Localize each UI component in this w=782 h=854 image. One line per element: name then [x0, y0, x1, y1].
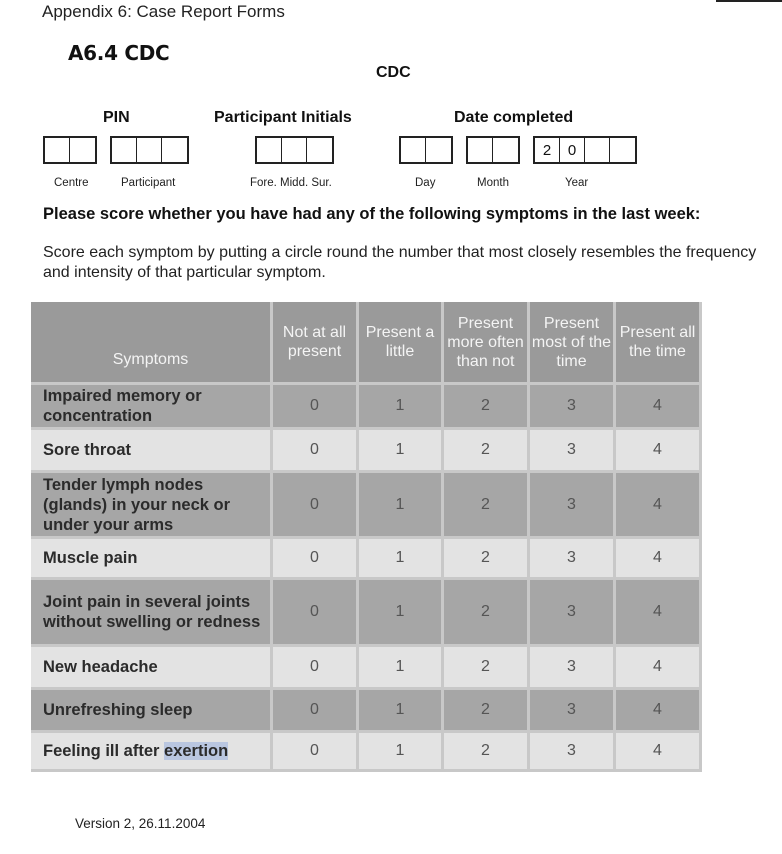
header-label: Present a little: [365, 324, 435, 360]
score-option[interactable]: [530, 690, 613, 730]
score-option[interactable]: [444, 647, 527, 687]
symptom-cell: [31, 690, 270, 730]
highlighted-word: exertion: [164, 742, 229, 760]
pin-participant-digit[interactable]: [162, 138, 187, 162]
header-rule: [716, 0, 782, 2]
score-option[interactable]: [444, 430, 527, 470]
score-option[interactable]: [359, 430, 441, 470]
score-value[interactable]: 1: [395, 701, 405, 718]
score-option[interactable]: [359, 473, 441, 536]
score-value[interactable]: 1: [395, 603, 405, 620]
score-option[interactable]: [444, 473, 527, 536]
symptom-cell: [31, 385, 270, 427]
score-value[interactable]: 3: [567, 549, 576, 566]
score-option[interactable]: [273, 580, 356, 644]
score-option[interactable]: [530, 473, 613, 536]
score-option[interactable]: [444, 690, 527, 730]
score-option[interactable]: [530, 647, 613, 687]
day-digit[interactable]: [401, 138, 426, 162]
score-option[interactable]: [273, 539, 356, 577]
score-value[interactable]: 1: [395, 549, 405, 566]
symptom-table: [31, 302, 702, 772]
day-digit[interactable]: [426, 138, 451, 162]
score-option[interactable]: [359, 690, 441, 730]
pin-participant-digit[interactable]: [112, 138, 137, 162]
header-label: Present more often than not: [447, 314, 524, 370]
score-value[interactable]: 4: [653, 441, 662, 458]
symptom-label: Sore throat: [43, 441, 132, 459]
pin-label: PIN: [103, 109, 130, 126]
header-frequency: [359, 302, 441, 382]
month-digit[interactable]: [468, 138, 493, 162]
score-value[interactable]: 3: [567, 742, 576, 759]
score-option[interactable]: [530, 430, 613, 470]
score-option[interactable]: [616, 430, 699, 470]
initials-label: Participant Initials: [214, 109, 352, 126]
score-value[interactable]: 2: [481, 495, 490, 513]
score-value[interactable]: 0: [310, 658, 319, 675]
score-option[interactable]: [444, 385, 527, 427]
score-value[interactable]: 4: [653, 742, 662, 759]
pin-centre-boxes[interactable]: [43, 136, 97, 164]
score-option[interactable]: [530, 539, 613, 577]
score-value[interactable]: 0: [310, 742, 319, 759]
symptom-cell: [31, 473, 270, 536]
year-digit[interactable]: [610, 138, 635, 162]
header-label: Symptoms: [112, 350, 189, 368]
scoring-note: Score each symptom by putting a circle round the number that most closely resembles the frequency and intensity of that particular symptom.: [43, 244, 757, 281]
score-option[interactable]: [444, 539, 527, 577]
score-value[interactable]: 0: [310, 701, 319, 718]
score-option[interactable]: [444, 733, 527, 769]
score-value[interactable]: 4: [653, 658, 662, 675]
symptom-label: Feeling ill after exertion: [43, 742, 229, 760]
header-label: Present most of the time: [531, 314, 612, 370]
score-value[interactable]: 4: [653, 603, 662, 620]
header-label: Present all the time: [619, 324, 696, 360]
score-value[interactable]: 2: [481, 549, 490, 566]
year-digit[interactable]: [585, 138, 610, 162]
initials-sublabel: Fore. Midd. Sur.: [250, 177, 332, 189]
score-value[interactable]: 0: [310, 397, 319, 414]
form-title: CDC: [376, 64, 411, 81]
score-value[interactable]: 2: [481, 658, 490, 675]
score-value[interactable]: 0: [310, 549, 319, 566]
pin-participant-boxes[interactable]: [110, 136, 189, 164]
symptom-label: Unrefreshing sleep: [43, 701, 193, 719]
score-option[interactable]: [359, 385, 441, 427]
score-value[interactable]: 2: [481, 441, 490, 458]
centre-sublabel: Centre: [54, 177, 89, 189]
date-label: Date completed: [454, 109, 574, 126]
symptom-label: Muscle pain: [43, 549, 138, 567]
score-value[interactable]: 2: [481, 603, 490, 620]
symptom-label: Impaired memory or concentration: [43, 387, 202, 425]
score-value[interactable]: 2: [481, 397, 490, 414]
section-title: A6.4 CDC: [68, 41, 170, 65]
score-option[interactable]: [616, 690, 699, 730]
score-value[interactable]: 3: [567, 701, 576, 718]
score-value[interactable]: 4: [653, 495, 662, 513]
score-value[interactable]: 1: [395, 441, 405, 458]
month-sublabel: Month: [477, 177, 509, 189]
score-option[interactable]: [359, 539, 441, 577]
score-option[interactable]: [359, 733, 441, 769]
score-value[interactable]: 0: [310, 441, 319, 458]
score-option[interactable]: [359, 647, 441, 687]
score-value[interactable]: 2: [481, 701, 490, 718]
header-symptoms: [31, 302, 270, 382]
score-value[interactable]: 1: [395, 397, 405, 414]
symptom-cell: [31, 539, 270, 577]
date-day-boxes[interactable]: [399, 136, 453, 164]
score-value[interactable]: 3: [567, 495, 576, 513]
score-value[interactable]: 1: [395, 742, 405, 759]
date-year-boxes[interactable]: [533, 136, 637, 164]
score-option[interactable]: [616, 580, 699, 644]
score-option[interactable]: [616, 733, 699, 769]
month-digit[interactable]: [493, 138, 518, 162]
score-value[interactable]: 4: [653, 397, 662, 414]
score-value[interactable]: 3: [567, 658, 576, 675]
score-option[interactable]: [273, 430, 356, 470]
header-frequency: [530, 302, 613, 382]
score-value[interactable]: 3: [567, 441, 576, 458]
year-digit[interactable]: 2: [535, 138, 560, 162]
pin-centre-digit[interactable]: [70, 138, 95, 162]
score-option[interactable]: [444, 580, 527, 644]
pin-participant-digit[interactable]: [137, 138, 162, 162]
appendix-heading: Appendix 6: Case Report Forms: [42, 2, 285, 21]
score-option[interactable]: [359, 580, 441, 644]
header-frequency: [444, 302, 527, 382]
score-value[interactable]: 4: [653, 701, 662, 718]
score-value[interactable]: 3: [567, 603, 576, 620]
symptom-cell: [31, 733, 270, 769]
score-option[interactable]: [616, 385, 699, 427]
score-value[interactable]: 0: [310, 603, 319, 620]
year-digit[interactable]: 0: [560, 138, 585, 162]
score-option[interactable]: [273, 473, 356, 536]
score-value[interactable]: 0: [310, 495, 319, 513]
symptom-cell: [31, 580, 270, 644]
score-option[interactable]: [273, 385, 356, 427]
score-value[interactable]: 1: [395, 658, 405, 675]
score-option[interactable]: [273, 690, 356, 730]
score-option[interactable]: [616, 473, 699, 536]
score-value[interactable]: 3: [567, 397, 576, 414]
initial-middle[interactable]: [282, 138, 307, 162]
header-label: Not at all present: [282, 324, 347, 360]
year-sublabel: Year: [565, 177, 589, 189]
date-month-boxes[interactable]: [466, 136, 520, 164]
pin-centre-digit[interactable]: [45, 138, 70, 162]
score-option[interactable]: [616, 647, 699, 687]
score-value[interactable]: 1: [395, 495, 405, 513]
score-option[interactable]: [530, 733, 613, 769]
score-value[interactable]: 4: [653, 549, 662, 566]
participant-sublabel: Participant: [121, 177, 176, 189]
symptom-label: Joint pain in several joints without swelling or redness: [43, 593, 261, 631]
symptom-label: New headache: [43, 658, 158, 676]
score-option[interactable]: [273, 647, 356, 687]
score-option[interactable]: [273, 733, 356, 769]
header-frequency: [616, 302, 699, 382]
score-option[interactable]: [530, 385, 613, 427]
symptom-label: Tender lymph nodes (glands) in your neck or under your arms: [43, 475, 231, 534]
version-footer: Version 2, 26.11.2004: [75, 816, 206, 831]
score-option[interactable]: [616, 539, 699, 577]
symptom-cell: [31, 647, 270, 687]
instruction-text: Please score whether you have had any of the following symptoms in the last week:: [43, 205, 701, 223]
score-value[interactable]: 2: [481, 742, 490, 759]
initial-fore[interactable]: [257, 138, 282, 162]
initials-boxes[interactable]: [255, 136, 334, 164]
day-sublabel: Day: [415, 177, 436, 189]
score-option[interactable]: [530, 580, 613, 644]
header-frequency: [273, 302, 356, 382]
symptom-cell: [31, 430, 270, 470]
initial-surname[interactable]: [307, 138, 332, 162]
